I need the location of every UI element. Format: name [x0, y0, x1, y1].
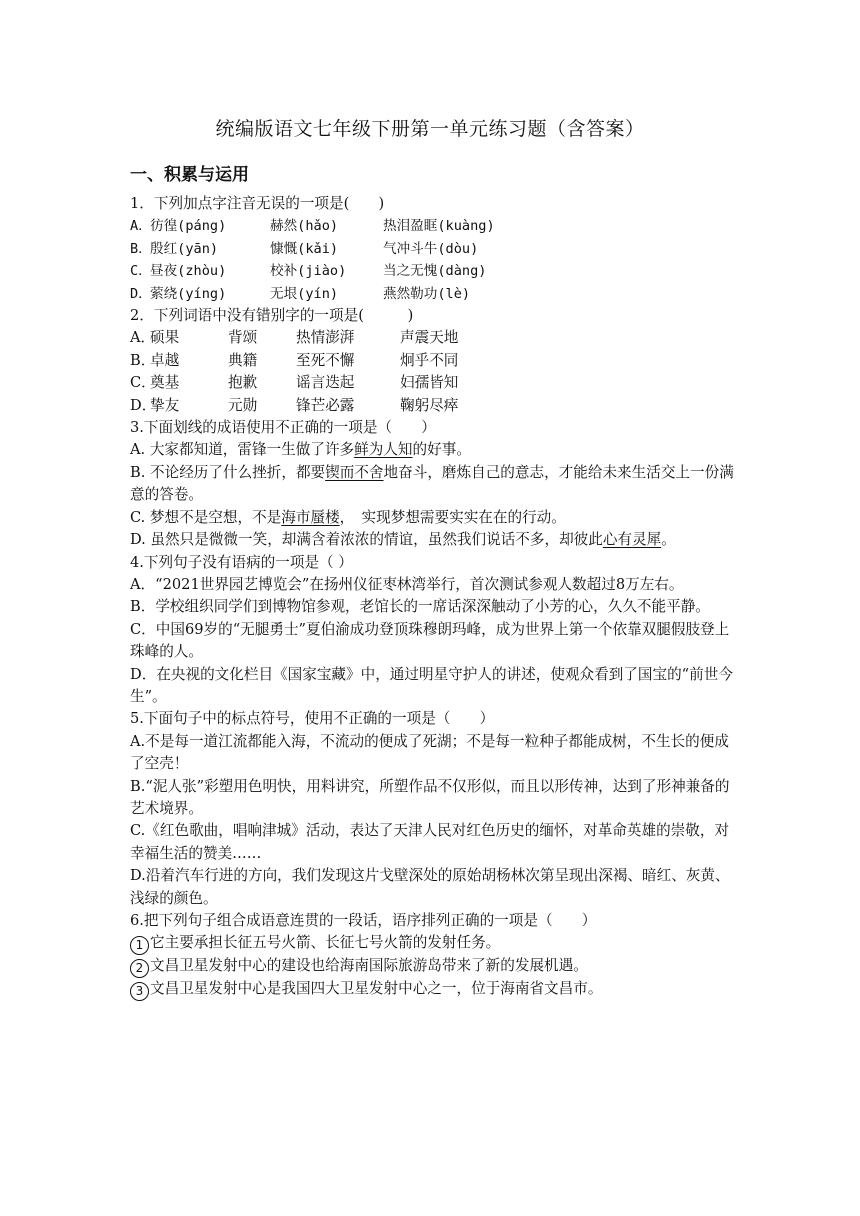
q4-option-c: C．中国69岁的“无腿勇士”夏伯渝成功登顶珠穆朗玛峰，成为世界上第一个依靠双腿假肢登上珠峰的人。: [130, 620, 730, 661]
q3-option-b: B. 不论经历了什么挫折，都要锲而不舍地奋斗，磨炼自己的意志，才能给未来生活交上一份满意的答卷。: [130, 463, 734, 504]
underlined-idiom: 海市蜃楼: [281, 508, 340, 526]
q2-option-d: D． 挚友 元勋 锋芒必露 鞠躬尽瘁: [130, 396, 459, 414]
q1-option-b: B． 殷红(yān) 慷慨(kǎi) 气冲斗牛(dòu): [130, 240, 479, 257]
q2-option-a: A． 硕果 背颂 热情澎湃 声震天地: [130, 329, 459, 347]
questions-body: [130, 193, 734, 1001]
q4-option-d: D．在央视的文化栏目《国家宝藏》中，通过明星守护人的讲述，使观众看到了国宝的“前世今生”。: [130, 665, 733, 705]
circled-number: 2: [130, 959, 149, 978]
q4-option-a: A．“2021世界园艺博览会”在扬州仪征枣林湾举行，首次测试参观人数超过8万左右。: [130, 575, 684, 593]
question-4-stem: 4.下列句子没有语病的一项是（ ）: [130, 553, 353, 571]
question-3-stem: 3.下面划线的成语使用不正确的一项是（ ）: [130, 419, 436, 437]
question-2-stem: 2．下列词语中没有错别字的一项是( ): [130, 307, 414, 325]
q3-option-d: D. 虽然只是微微一笑，却满含着浓浓的情谊，虽然我们说话不多，却彼此心有灵犀。: [130, 531, 676, 549]
q2-option-c: C． 奠基 抱歉 谣言迭起 妇孺皆知: [130, 374, 459, 392]
q4-option-b: B．学校组织同学们到博物馆参观，老馆长的一席话深深触动了小芳的心，久久不能平静。: [130, 598, 710, 616]
q2-option-b: B． 卓越 典籍 至死不懈 炯乎不同: [130, 351, 459, 369]
circled-number: 1: [130, 936, 149, 955]
document-title: 统编版语文七年级下册第一单元练习题（含答案）: [215, 118, 645, 140]
q5-option-a: A.不是每一道江流都能入海，不流动的便成了死湖；不是每一粒种子都能成树，不生长的便成了空壳！: [130, 732, 729, 773]
q1-option-d: D． 萦绕(yíng) 无垠(yín) 燕然勒功(lè): [130, 285, 471, 302]
q6-sentence-1: 1 它主要承担长征五号火箭、长征七号火箭的发射任务。: [130, 932, 734, 955]
q3-option-a: A. 大家都知道，雷锋一生做了许多鲜为人知的好事。: [130, 441, 471, 459]
q1-option-c: C． 昼夜(zhòu) 校补(jiào) 当之无愧(dàng): [130, 263, 487, 280]
q5-option-d: D.沿着汽车行进的方向，我们发现这片戈壁深处的原始胡杨林次第呈现出深褐、暗红、灰黄、浅绿的颜色。: [130, 867, 730, 907]
question-1-stem: 1．下列加点字注音无误的一项是( ): [130, 195, 385, 212]
underlined-idiom: 心有灵犀: [602, 531, 662, 549]
underlined-idiom: 锲而不舍: [325, 463, 384, 481]
section-heading: 一、积累与运用: [130, 165, 249, 185]
q5-option-c: C.《红色歌曲，唱响津城》活动，表达了天津人民对红色历史的缅怀，对革命英雄的崇敬，对幸福生活的赞美……: [130, 822, 730, 862]
q3-option-c: C. 梦想不是空想，不是海市蜃楼， 实现梦想需要实实在在的行动。: [130, 508, 566, 526]
q6-sentence-2: 2 文昌卫星发射中心的建设也给海南国际旅游岛带来了新的发展机遇。: [130, 955, 734, 978]
question-6-stem: 6.把下列句子组合成语意连贯的一段话，语序排列正确的一项是（ ）: [130, 912, 597, 929]
q6-sentence-3: 3 文昌卫星发射中心是我国四大卫星发射中心之一，位于海南省文昌市。: [130, 978, 734, 1001]
question-5-stem: 5.下面句子中的标点符号，使用不正确的一项是（ ）: [130, 710, 495, 728]
q1-option-a: A． 彷徨(páng) 赫然(hǎo) 热泪盈眶(kuàng): [130, 218, 495, 235]
circled-number: 3: [130, 982, 149, 1001]
underlined-idiom: 鲜为人知: [354, 441, 413, 459]
q5-option-b: B.“泥人张”彩塑用色明快，用料讲究，所塑作品不仅形似，而且以形传神，达到了形神兼备的艺术境界。: [130, 777, 730, 817]
